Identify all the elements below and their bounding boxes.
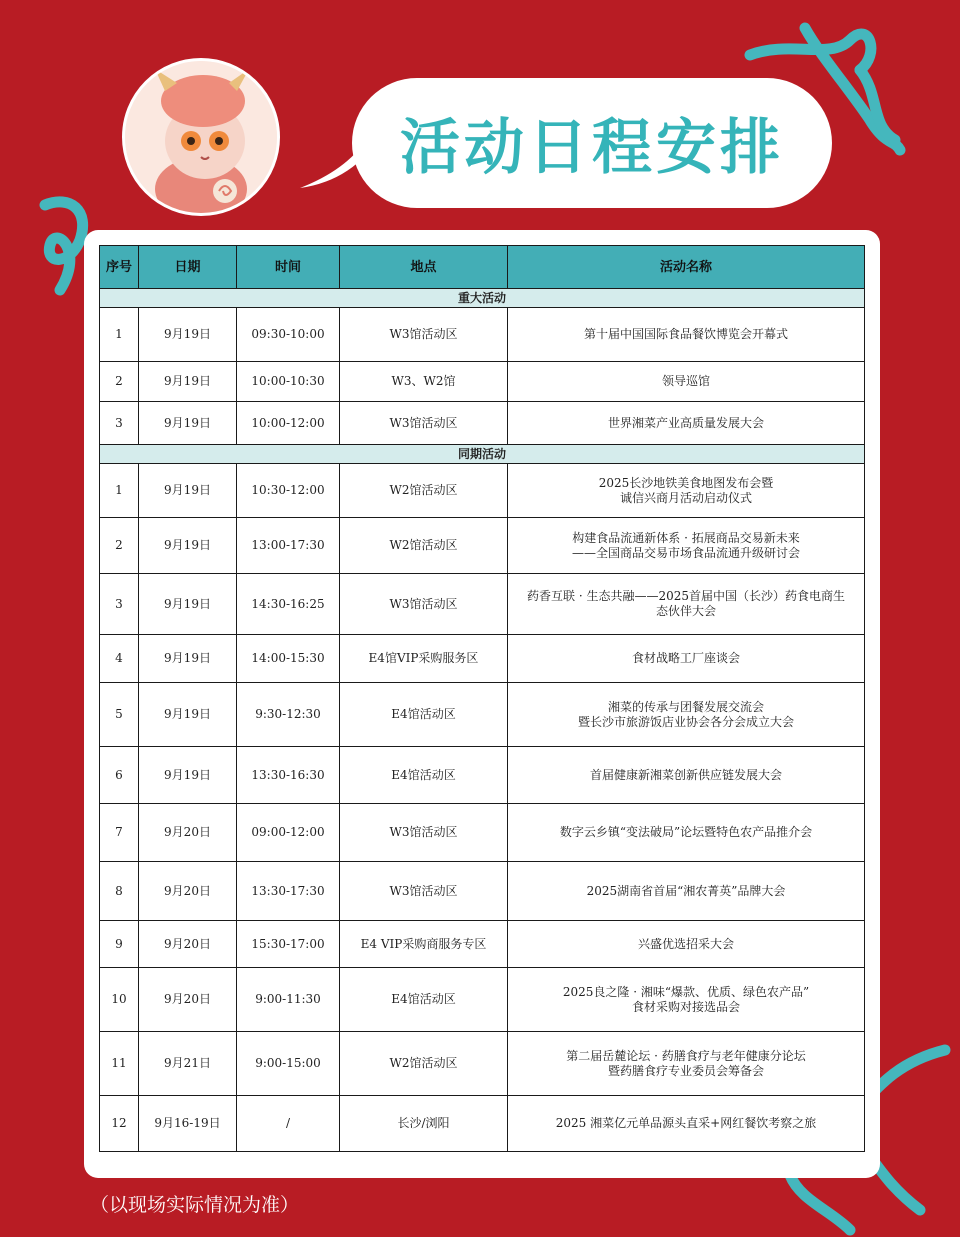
cell-place: W3馆活动区 xyxy=(340,308,508,362)
cell-no: 1 xyxy=(100,464,139,518)
mascot-avatar xyxy=(122,58,280,216)
cell-activity xyxy=(508,635,865,683)
activity-line: 食材采购对接选品会 xyxy=(631,999,740,1014)
cell-date: 9月16-19日 xyxy=(139,1096,237,1152)
cell-no: 6 xyxy=(100,747,139,804)
activity-line: 食材战略工厂座谈会 xyxy=(631,651,740,665)
column-header-date: 日期 xyxy=(139,246,237,289)
cell-date: 9月19日 xyxy=(139,464,237,518)
cell-time: 14:30-16:25 xyxy=(237,574,340,635)
activity-line: 2025良之隆 · 湘味“爆款、优质、绿色农产品” xyxy=(562,984,810,999)
cell-activity xyxy=(508,402,865,445)
cell-no: 7 xyxy=(100,804,139,862)
cell-date: 9月19日 xyxy=(139,402,237,445)
activity-line: ——全国商品交易市场食品流通升级研讨会 xyxy=(571,545,800,560)
cell-activity xyxy=(508,921,865,968)
cell-time: 9:00-15:00 xyxy=(237,1032,340,1096)
activity-line: 第十届中国国际食品餐饮博览会开幕式 xyxy=(583,327,788,341)
section-row xyxy=(100,289,865,308)
cell-date: 9月19日 xyxy=(139,518,237,574)
table-row xyxy=(100,574,865,635)
page-title: 活动日程安排 xyxy=(400,113,784,183)
column-header-place: 地点 xyxy=(340,246,508,289)
cell-activity xyxy=(508,1096,865,1152)
table-row xyxy=(100,1096,865,1152)
activity-line: 2025湖南省首届“湘农菁英”品牌大会 xyxy=(586,883,786,898)
table-body xyxy=(100,289,865,1152)
cell-time: 10:30-12:00 xyxy=(237,464,340,518)
cell-place: W3馆活动区 xyxy=(340,402,508,445)
cell-date: 9月19日 xyxy=(139,308,237,362)
cell-date: 9月19日 xyxy=(139,635,237,683)
table-row xyxy=(100,635,865,683)
table-row xyxy=(100,683,865,747)
cell-time: 9:30-12:30 xyxy=(237,683,340,747)
footer-note: （以现场实际情况为准） xyxy=(90,1194,300,1216)
cell-time: 15:30-17:00 xyxy=(237,921,340,968)
cell-activity xyxy=(508,1032,865,1096)
activity-line: 兴盛优选招采大会 xyxy=(637,936,734,951)
cell-activity xyxy=(508,683,865,747)
cell-place: E4馆VIP采购服务区 xyxy=(340,635,508,683)
cell-no: 3 xyxy=(100,402,139,445)
cell-date: 9月20日 xyxy=(139,968,237,1032)
activity-line: 暨长沙市旅游饭店业协会各分会成立大会 xyxy=(577,714,794,729)
cell-no: 11 xyxy=(100,1032,139,1096)
activity-line: 态伙伴大会 xyxy=(655,604,716,618)
table-row xyxy=(100,464,865,518)
column-header-activity: 活动名称 xyxy=(508,246,865,289)
table-row xyxy=(100,1032,865,1096)
cell-time: 13:00-17:30 xyxy=(237,518,340,574)
activity-line: 暨药膳食疗专业委员会筹备会 xyxy=(607,1063,764,1078)
table-row xyxy=(100,402,865,445)
cell-date: 9月21日 xyxy=(139,1032,237,1096)
cell-place: W3、W2馆 xyxy=(340,362,508,402)
activity-line: 2025长沙地铁美食地图发布会暨 xyxy=(598,475,774,490)
cell-no: 2 xyxy=(100,362,139,402)
cell-date: 9月19日 xyxy=(139,574,237,635)
table-row xyxy=(100,968,865,1032)
cell-place: E4馆活动区 xyxy=(340,968,508,1032)
cell-place: W2馆活动区 xyxy=(340,518,508,574)
table-row xyxy=(100,921,865,968)
section-title: 同期活动 xyxy=(100,445,865,464)
cell-activity xyxy=(508,574,865,635)
cell-time: 09:00-12:00 xyxy=(237,804,340,862)
activity-line: 首届健康新湘菜创新供应链发展大会 xyxy=(589,767,782,782)
cell-place: 长沙/浏阳 xyxy=(340,1096,508,1152)
cell-activity xyxy=(508,968,865,1032)
cell-date: 9月19日 xyxy=(139,747,237,804)
cell-time: 10:00-10:30 xyxy=(237,362,340,402)
cell-date: 9月20日 xyxy=(139,921,237,968)
cell-no: 2 xyxy=(100,518,139,574)
activity-line: 领导巡馆 xyxy=(661,374,710,388)
cell-time: 13:30-16:30 xyxy=(237,747,340,804)
cell-activity xyxy=(508,464,865,518)
table-row xyxy=(100,308,865,362)
table-row xyxy=(100,804,865,862)
cell-place: W3馆活动区 xyxy=(340,804,508,862)
cell-no: 8 xyxy=(100,862,139,921)
cell-activity xyxy=(508,518,865,574)
cell-activity xyxy=(508,747,865,804)
cell-activity xyxy=(508,804,865,862)
schedule-table xyxy=(99,245,865,1152)
cell-date: 9月19日 xyxy=(139,683,237,747)
cell-place: E4馆活动区 xyxy=(340,747,508,804)
cell-activity xyxy=(508,862,865,921)
cell-place: E4 VIP采购商服务专区 xyxy=(340,921,508,968)
cell-no: 1 xyxy=(100,308,139,362)
activity-line: 2025 湘菜亿元单品源头直采+网红餐饮考察之旅 xyxy=(555,1116,817,1130)
cell-time: / xyxy=(237,1096,340,1152)
cell-time: 14:00-15:30 xyxy=(237,635,340,683)
cell-no: 12 xyxy=(100,1096,139,1152)
cell-activity xyxy=(508,308,865,362)
cell-date: 9月20日 xyxy=(139,862,237,921)
cell-no: 9 xyxy=(100,921,139,968)
cell-date: 9月20日 xyxy=(139,804,237,862)
cell-time: 09:30-10:00 xyxy=(237,308,340,362)
cell-time: 9:00-11:30 xyxy=(237,968,340,1032)
activity-line: 第二届岳麓论坛 · 药膳食疗与老年健康分论坛 xyxy=(566,1048,806,1063)
cell-place: W2馆活动区 xyxy=(340,1032,508,1096)
table-row xyxy=(100,747,865,804)
activity-line: 数字云乡镇“变法破局”论坛暨特色农产品推介会 xyxy=(559,825,813,839)
cell-date: 9月19日 xyxy=(139,362,237,402)
cell-no: 5 xyxy=(100,683,139,747)
table-row xyxy=(100,862,865,921)
activity-line: 世界湘菜产业高质量发展大会 xyxy=(607,415,764,430)
activity-line: 药香互联 · 生态共融——2025首届中国（长沙）药食电商生 xyxy=(527,589,845,603)
cell-place: E4馆活动区 xyxy=(340,683,508,747)
column-header-time: 时间 xyxy=(237,246,340,289)
cell-place: W3馆活动区 xyxy=(340,862,508,921)
activity-line: 湘菜的传承与团餐发展交流会 xyxy=(607,699,764,714)
cell-activity xyxy=(508,362,865,402)
activity-line: 构建食品流通新体系 · 拓展商品交易新未来 xyxy=(572,530,800,545)
table-row xyxy=(100,518,865,574)
cell-time: 13:30-17:30 xyxy=(237,862,340,921)
cell-no: 3 xyxy=(100,574,139,635)
table-row xyxy=(100,362,865,402)
activity-line: 诚信兴商月活动启动仪式 xyxy=(619,490,752,505)
cell-no: 10 xyxy=(100,968,139,1032)
cell-place: W2馆活动区 xyxy=(340,464,508,518)
cell-time: 10:00-12:00 xyxy=(237,402,340,445)
column-header-no: 序号 xyxy=(100,246,139,289)
section-title: 重大活动 xyxy=(100,289,865,308)
section-row xyxy=(100,445,865,464)
table-header-row xyxy=(100,246,865,289)
cell-no: 4 xyxy=(100,635,139,683)
cell-place: W3馆活动区 xyxy=(340,574,508,635)
